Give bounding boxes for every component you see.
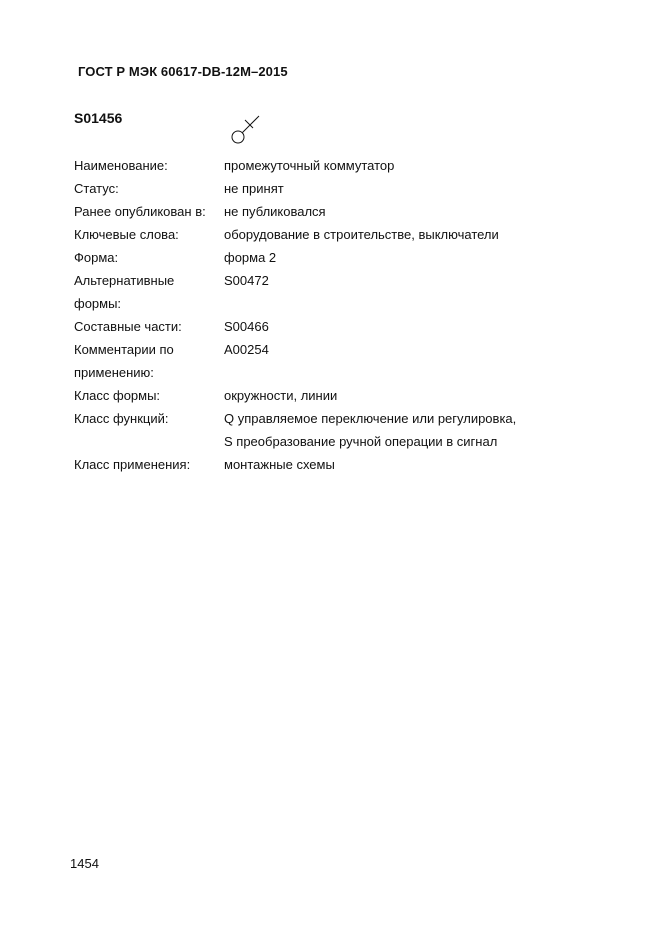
field-label: [74, 338, 224, 384]
field-label-line: Класс функций:: [74, 411, 169, 426]
field-label-line: Класс применения:: [74, 457, 191, 472]
field-value-line: окружности, линии: [224, 388, 338, 403]
field-label: [74, 384, 224, 407]
page-number: 1454: [70, 856, 99, 871]
field-value-line: A00254: [224, 342, 269, 357]
field-row: [74, 315, 634, 338]
field-label: [74, 177, 224, 200]
field-label: [74, 269, 224, 315]
field-value: [224, 384, 634, 407]
field-label: [74, 453, 224, 476]
field-value-line: оборудование в строительстве, выключатели: [224, 227, 499, 242]
field-label: [74, 315, 224, 338]
field-label-line: Комментарии по: [74, 342, 174, 357]
field-value-line: монтажные схемы: [224, 457, 335, 472]
field-value: [224, 154, 634, 177]
intermediate-switch-icon: [226, 112, 266, 148]
field-label-line: формы:: [74, 296, 122, 311]
field-row: [74, 269, 634, 315]
field-row: [74, 246, 634, 269]
field-value-line: S преобразование ручной операции в сигнал: [224, 434, 498, 449]
field-label: [74, 407, 224, 453]
field-label-line: Класс формы:: [74, 388, 161, 403]
field-value: [224, 269, 634, 315]
field-row: [74, 384, 634, 407]
field-label-line: Форма:: [74, 250, 119, 265]
field-value-line: форма 2: [224, 250, 277, 265]
field-value: [224, 338, 634, 384]
field-value-line: промежуточный коммутатор: [224, 158, 395, 173]
field-label: [74, 200, 224, 223]
field-row: [74, 223, 634, 246]
field-value-line: не принят: [224, 181, 284, 196]
field-label-line: Составные части:: [74, 319, 182, 334]
field-value-line: не публиковался: [224, 204, 326, 219]
field-label-line: Ключевые слова:: [74, 227, 179, 242]
field-value-line: S00466: [224, 319, 269, 334]
field-value: [224, 246, 634, 269]
field-label-line: применению:: [74, 365, 154, 380]
field-value: [224, 453, 634, 476]
field-list: [74, 154, 634, 476]
field-value: [224, 200, 634, 223]
field-value-line: Q управляемое переключение или регулировка,: [224, 411, 517, 426]
field-label-line: Ранее опубликован в:: [74, 204, 206, 219]
field-label-line: Наименование:: [74, 158, 168, 173]
field-row: [74, 338, 634, 384]
field-label: [74, 223, 224, 246]
field-label-line: Статус:: [74, 181, 119, 196]
field-row: [74, 453, 634, 476]
field-label: [74, 246, 224, 269]
field-value: [224, 223, 634, 246]
symbol-code: S01456: [74, 110, 123, 126]
field-value: [224, 315, 634, 338]
field-row: [74, 177, 634, 200]
field-label: [74, 154, 224, 177]
field-row: [74, 200, 634, 223]
standard-header: ГОСТ Р МЭК 60617-DB-12M–2015: [78, 64, 288, 79]
field-value-line: S00472: [224, 273, 269, 288]
field-value: [224, 407, 634, 453]
field-row: [74, 154, 634, 177]
field-value: [224, 177, 634, 200]
field-label-line: Альтернативные: [74, 273, 175, 288]
field-row: [74, 407, 634, 453]
